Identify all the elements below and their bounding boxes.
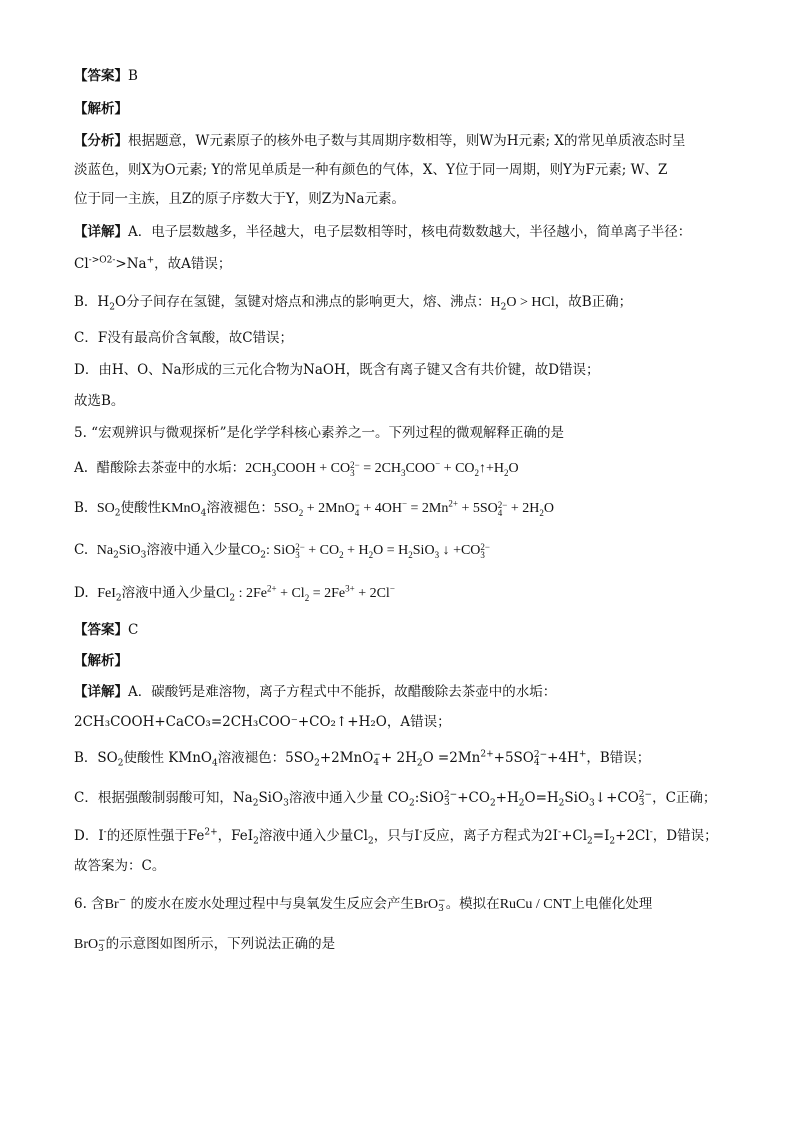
q4-analysis-line: 【解析】 (74, 101, 128, 117)
q5-answer-line: 【答案】C (74, 622, 139, 638)
q4-answer-line (74, 66, 734, 86)
q5-option-a: A. 醋酸除去茶壶中的水垢：$2CH_3COOH$ + CO 2− 3 = $2CH_3COO^-$ + $CO_2↑+H_2O$ (74, 458, 519, 478)
q5-option-c: C. $Na_2SiO_3$溶液中通入少量$CO_2$: SiO 2− 3 + $CO_2 + H_2O = H_2SiO_3$ ↓ +CO 2− 3 (74, 541, 490, 561)
q4-fenxi-2: 淡蓝色，则X为O元素; Y的常见单质是一种有颜色的气体，X、Y位于同一周期，则Y为F元素; W、Z (74, 162, 668, 178)
analysis-tag: 解析 (87, 101, 115, 117)
q4-fenxi-3: 位于同一主族，且Z的原子序数大于Y，则Z为Na元素。 (74, 191, 406, 207)
q4-conclusion: 故选B。 (74, 393, 125, 409)
q5-exp-a: 【详解】A．碳酸钙是难溶物，离子方程式中不能拆，故醋酸除去茶壶中的水垢： (74, 684, 557, 700)
q5-stem: 5. “宏观辨识与微观探析”是化学学科核心素养之一。下列过程的微观解释正确的是 (74, 425, 564, 441)
q5-conclusion: 故答案为：C。 (74, 858, 166, 874)
q5-exp-a2: 2CH₃COOH+CaCO₃=2CH₃COO⁻+CO₂↑+H₂O，A错误； (74, 714, 451, 730)
q5-analysis-line: 【解析】 (74, 653, 128, 669)
q4-fenxi-1: 【分析】根据题意，W元素原子的核外电子数与其周期序数相等，则W为H元素; X的常见单质液态时呈 (74, 133, 686, 149)
q6-stem-line1: 6. 含Br− 的废水在废水处理过程中与臭氧发生反应会产生BrO − 3 。模拟在RuCu / CNT上电催化处理 (74, 895, 653, 914)
q5-option-d: D. FeI$_2$溶液中通入少量$Cl_2$ : $2Fe^{2+} + Cl_2 = 2Fe^{3+} + 2Cl^-$ (74, 583, 395, 604)
q4-option-b: B．$H_2O$分子间存在氢键，氢键对熔点和沸点的影响更大，熔、沸点：$H_2O$ > HCl，故B正确； (74, 294, 633, 313)
q5-exp-d: D．I-的还原性强于$Fe^{2+}$，FeI$_2$溶液中通入少量$Cl_2$，只与I-反应，离子方程式为$2I^-+Cl_2=I_2+2Cl^-$，D错误； (74, 827, 718, 847)
q5-exp-c: C．根据强酸制弱酸可知，$Na_2SiO_3$溶液中通入少量 $CO_2:SiO$ 2− 3 $+CO_2+H_2O=H_2SiO_3↓+CO$ 2− 3 ，C正确； (74, 789, 717, 809)
q4-option-c: C．F没有最高价含氧酸，故C错误； (74, 330, 294, 346)
q4-option-a-line2: $Cl^{->O2-}>Na^+$，故A错误； (74, 255, 232, 272)
q4-option-a-line1: 【详解】A．电子层数越多，半径越大，电子层数相等时，核电荷数数越大，半径越小，简单离子半径： (74, 224, 692, 240)
answer-value: B (128, 68, 138, 84)
q6-stem-line2: BrO − 3 的示意图如图所示，下列说法正确的是 (74, 935, 336, 954)
q4-option-d: D．由H、O、Na形成的三元化合物为NaOH，既含有离子键又含有共价键，故D错误； (74, 362, 600, 378)
answer-tag: 【答案】 (74, 68, 128, 84)
q5-option-b: B. $SO_2$使酸性KMnO$_4$溶液褪色：$5SO_2 + 2MnO$ − 4 + $4OH^- = 2Mn^{2+} + 5SO$ 2− 4 + $2H_2O$ (74, 498, 554, 519)
q5-exp-b: B．$SO_2$使酸性 KMnO$_4$溶液褪色：$5SO_2+2MnO$ − 4 + $2H_2O =2Mn^{2+}+5SO$ 2− 4 +4H+，B错误； (74, 749, 651, 769)
